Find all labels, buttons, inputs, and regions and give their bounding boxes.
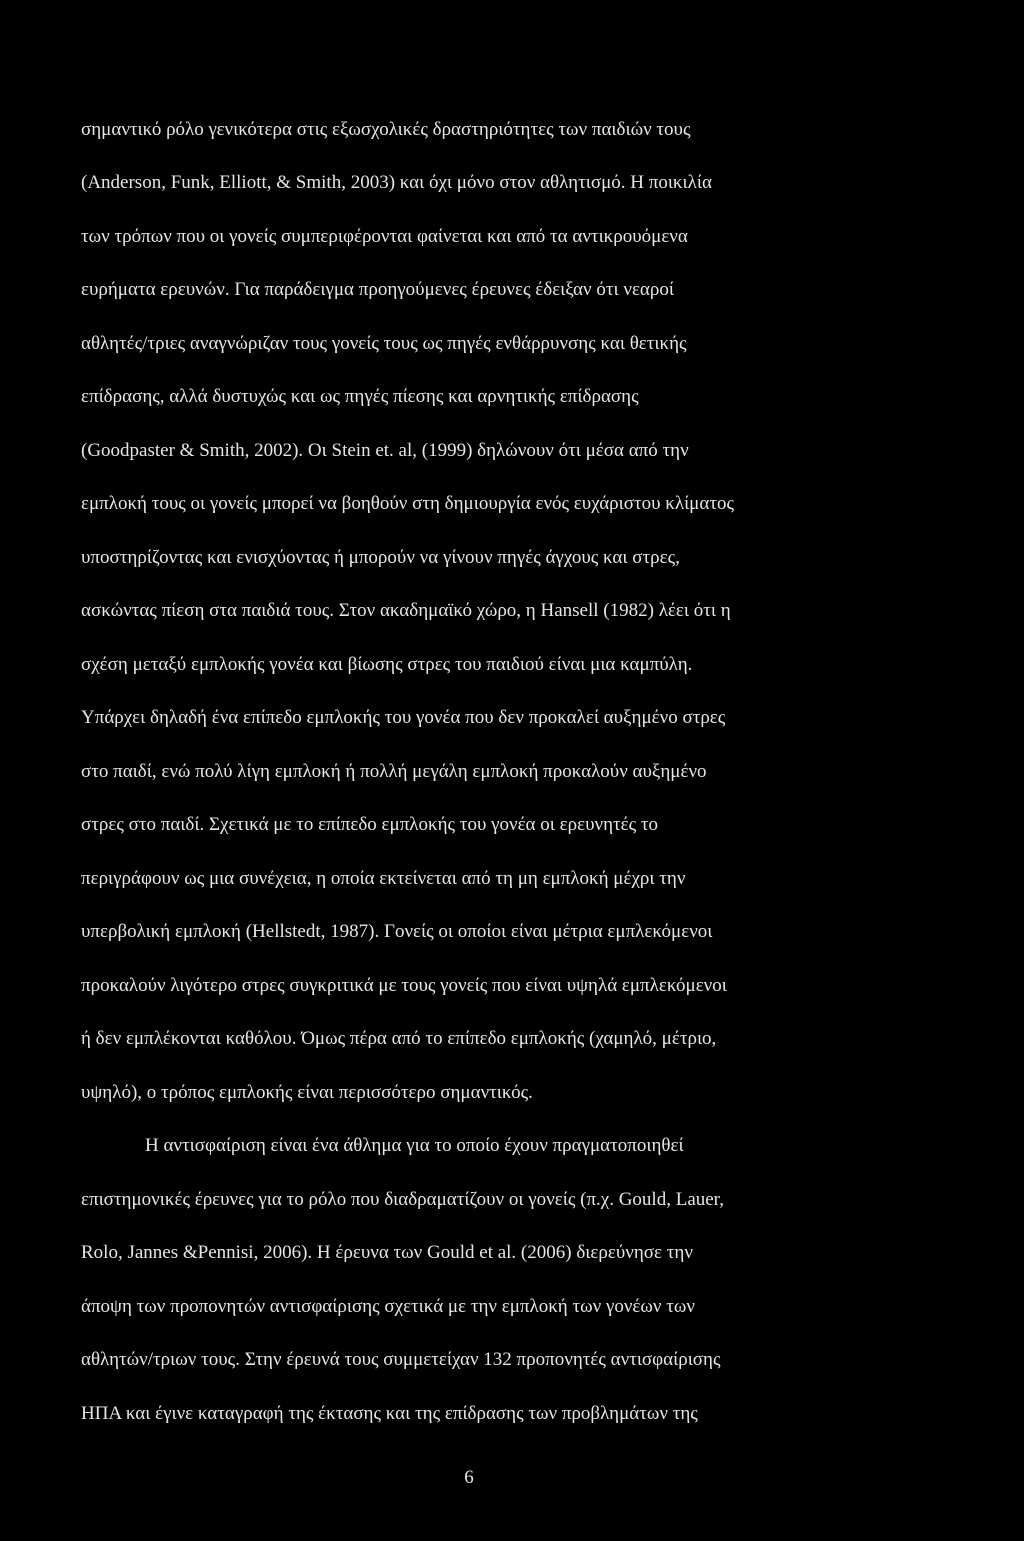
text-line-17: προκαλούν λιγότερο στρες συγκριτικά με τους γονείς που είναι υψηλά εμπλεκόμενοι	[81, 975, 727, 996]
text-line-2: (Anderson, Funk, Elliott, & Smith, 2003) και όχι μόνο στον αθλητισμό. Η ποικιλία	[81, 172, 712, 193]
text-line-3: των τρόπων που οι γονείς συμπεριφέρονται φαίνεται και από τα αντικρουόμενα	[81, 226, 688, 247]
text-line-9: υποστηρίζοντας και ενισχύοντας ή μπορούν να γίνουν πηγές άγχους και στρες,	[81, 547, 680, 568]
page-number: 6	[464, 1467, 474, 1488]
text-line-6: επίδρασης, αλλά δυστυχώς και ως πηγές πίεσης και αρνητικής επίδρασης	[81, 386, 639, 407]
text-line-15: περιγράφουν ως μια συνέχεια, η οποία εκτείνεται από τη μη εμπλοκή μέχρι την	[81, 868, 686, 889]
text-line-22: Rolo, Jannes &Pennisi, 2006). Η έρευνα των Gould et al. (2006) διερεύνησε την	[81, 1242, 693, 1263]
text-line-12: Υπάρχει δηλαδή ένα επίπεδο εμπλοκής του γονέα που δεν προκαλεί αυξημένο στρες	[81, 707, 726, 728]
text-line-13: στο παιδί, ενώ πολύ λίγη εμπλοκή ή πολλή μεγάλη εμπλοκή προκαλούν αυξημένο	[81, 761, 707, 782]
text-line-4: ευρήματα ερευνών. Για παράδειγμα προηγούμενες έρευνες έδειξαν ότι νεαροί	[81, 279, 674, 300]
text-line-10: ασκώντας πίεση στα παιδιά τους. Στον ακαδημαϊκό χώρο, η Hansell (1982) λέει ότι η	[81, 600, 731, 621]
text-line-24: αθλητών/τριων τους. Στην έρευνά τους συμμετείχαν 132 προπονητές αντισφαίρισης	[81, 1349, 721, 1370]
text-line-11: σχέση μεταξύ εμπλοκής γονέα και βίωσης στρες του παιδιού είναι μια καμπύλη.	[81, 654, 693, 675]
text-line-19: υψηλό), ο τρόπος εμπλοκής είναι περισσότερο σημαντικός.	[81, 1082, 533, 1103]
text-line-25: ΗΠΑ και έγινε καταγραφή της έκτασης και της επίδρασης των προβλημάτων της	[81, 1403, 698, 1424]
text-line-23: άποψη των προπονητών αντισφαίρισης σχετικά με την εμπλοκή των γονέων των	[81, 1296, 695, 1317]
text-line-5: αθλητές/τριες αναγνώριζαν τους γονείς τους ως πηγές ενθάρρυνσης και θετικής	[81, 333, 687, 354]
text-line-14: στρες στο παιδί. Σχετικά με το επίπεδο εμπλοκής του γονέα οι ερευνητές το	[81, 814, 659, 835]
text-line-21: επιστημονικές έρευνες για το ρόλο που διαδραματίζουν οι γονείς (π.χ. Gould, Lauer,	[81, 1189, 725, 1210]
text-line-16: υπερβολική εμπλοκή (Hellstedt, 1987). Γονείς οι οποίοι είναι μέτρια εμπλεκόμενοι	[81, 921, 713, 942]
text-line-8: εμπλοκή τους οι γονείς μπορεί να βοηθούν στη δημιουργία ενός ευχάριστου κλίματος	[81, 493, 734, 514]
text-line-7: (Goodpaster & Smith, 2002). Οι Stein et. al, (1999) δηλώνουν ότι μέσα από την	[81, 440, 689, 461]
paragraph-indent-line: Η αντισφαίριση είναι ένα άθλημα για το οποίο έχουν πραγματοποιηθεί	[145, 1135, 684, 1156]
text-line-18: ή δεν εμπλέκονται καθόλου. Όμως πέρα από το επίπεδο εμπλοκής (χαμηλό, μέτριο,	[81, 1028, 717, 1049]
text-line-1: σημαντικό ρόλο γενικότερα στις εξωσχολικές δραστηριότητες των παιδιών τους	[81, 119, 691, 140]
